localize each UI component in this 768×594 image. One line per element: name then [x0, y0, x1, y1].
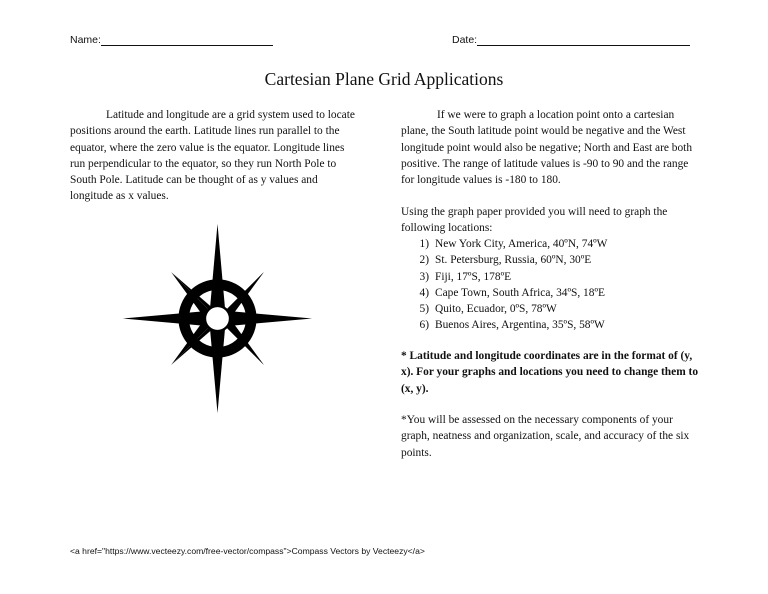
- list-item-text: New York City, America, 40ºN, 74ºW: [435, 238, 608, 250]
- list-item-number: 5): [419, 303, 429, 316]
- list-item: [401, 252, 607, 268]
- list-item: [401, 285, 607, 301]
- list-item: [401, 269, 607, 285]
- date-label: Date:: [452, 34, 478, 46]
- list-item-text: St. Petersburg, Russia, 60ºN, 30ºE: [435, 254, 592, 267]
- date-blank-line[interactable]: [477, 34, 690, 46]
- list-item-number: 1): [419, 238, 429, 250]
- name-field[interactable]: [70, 34, 273, 46]
- list-item: [401, 317, 607, 333]
- page-title: Cartesian Plane Grid Applications: [264, 69, 504, 89]
- list-item-text: Cape Town, South Africa, 34ºS, 18ºE: [435, 286, 605, 299]
- image-credit: <a href="https://www.vecteezy.com/free-vector/compass">Compass Vectors by Vecteezy</a>: [70, 546, 425, 556]
- list-item-number: 3): [419, 270, 429, 283]
- assessment-note: *You will be assessed on the necessary components of your graph, neatness and organization, scale, and accuracy of the six points.: [401, 414, 690, 459]
- list-item-text: Fiji, 17ºS, 178ºE: [435, 270, 512, 283]
- coordinate-format-note: * Latitude and longitude coordinates are in the format of (y, x). For your graphs and locations you need to change them to (x, y).: [401, 350, 699, 395]
- cartesian-explanation-paragraph: If we were to graph a location point onto a cartesian plane, the South latitude point would be negative and the West longitude point would also be negative; North and East are both positive. The range of latitude values is -90 to 90 and the range for longitude values is -180 to 180.: [401, 109, 693, 187]
- name-label: Name:: [70, 34, 101, 46]
- instructions-paragraph: Using the graph paper provided you will need to graph the following locations:: [401, 206, 668, 235]
- list-item: [401, 301, 607, 317]
- list-item-number: 6): [419, 319, 429, 332]
- list-item: [401, 236, 607, 252]
- list-item-text: Buenos Aires, Argentina, 35ºS, 58ºW: [435, 319, 605, 332]
- list-item-number: 4): [419, 286, 429, 299]
- name-blank-line[interactable]: [101, 34, 273, 46]
- locations-list: [401, 236, 607, 334]
- intro-paragraph: Latitude and longitude are a grid system used to locate positions around the earth. Latitude lines run parallel to the equator, where the zero value is the equator. Longitude lines run perpendicular to the equator, so they run North Pole to South Pole. Latitude can be thought of as y values and longitude as x values.: [70, 109, 355, 203]
- date-field[interactable]: [452, 34, 690, 46]
- compass-rose-icon: [121, 222, 314, 415]
- list-item-number: 2): [419, 254, 429, 267]
- list-item-text: Quito, Ecuador, 0ºS, 78ºW: [435, 303, 557, 316]
